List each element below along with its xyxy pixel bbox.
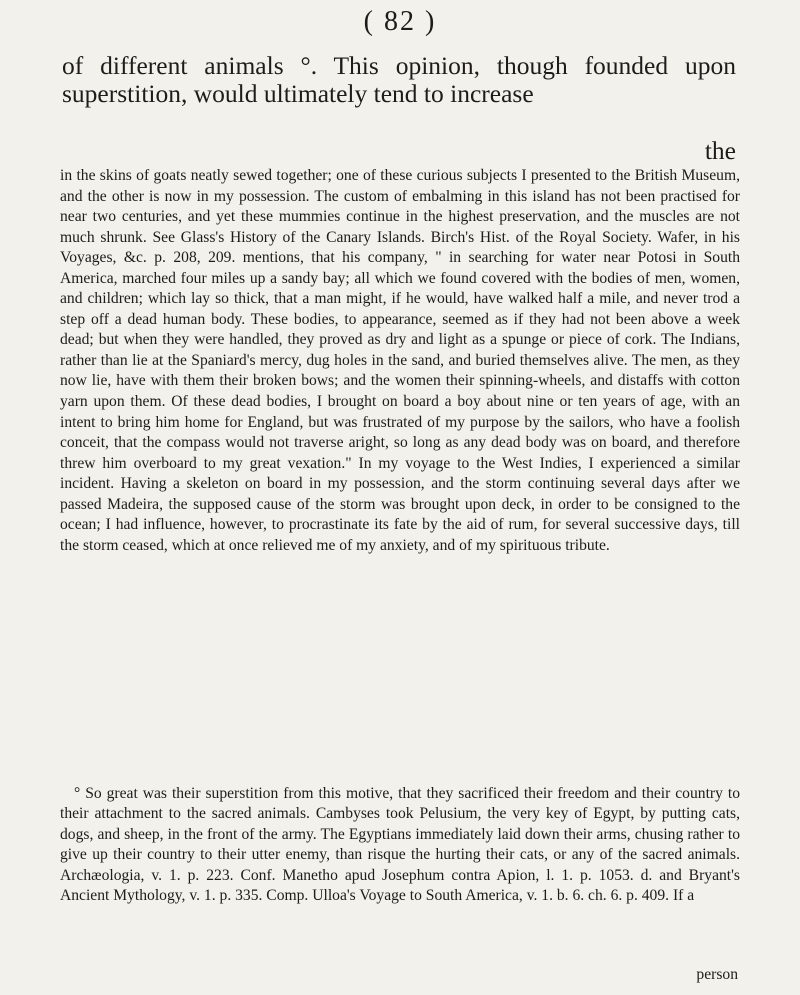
footnote-text: in the skins of goats neatly sewed together; one of these curious subjects I presented to the British Museum, and the other is now in my possession. The custom of embalming in this island has not been practised for near two centuries, and yet these mummies continue in the highest preservation, and the muscles are not much shrunk. See Glass's History of the Canary Islands. Birch's Hist. of the Royal Society. Wafer, in his Voyages, &c. p. 208, 209. mentions, that his company, " in searching for water near Potosi in South America, marched four miles up a sandy bay; all which we found covered with the bodies of men, women, and children; which lay so thick, that a man might, if he would, have walked half a mile, and never trod a step off a dead human body. These bodies, to appearance, seemed as if they had not been above a week dead; but when they were handled, they proved as dry and light as a spunge or piece of cork. The Indians, rather than lie at the Spaniard's mercy, dug holes in the sand, and buried themselves alive. The men, as they now lie, have with them their broken bows; and the women their spinning-wheels, and distaffs with cotton yarn upon them. Of these dead bodies, I brought on board a boy about nine or ten years of age, with an intent to bring him home for England, but was frustrated of my purpose by the sailors, who have a foolish conceit, that the compass would not traverse aright, so long as any dead body was on board, and therefore threw him overboard to my great vexation." In my voyage to the West Indies, I experienced a similar incident. Having a skeleton on board in my possession, and the storm continuing several days after we passed Madeira, the supposed cause of the storm was brought upon deck, in order to be consigned to the ocean; I had influence, however, to procrastinate its fate by the aid of rum, for several successive days, till the storm ceased, which at once relieved me of my anxiety, and of my spirituous tribute. bbox=[60, 167, 740, 554]
body-text bbox=[62, 52, 736, 108]
body-paragraph: of different animals °. This opinion, though founded upon superstition, would ultimately tend to increase bbox=[62, 51, 736, 108]
footnote-superstition bbox=[60, 784, 740, 906]
footnote-text-2: ° So great was their superstition from this motive, that they sacrificed their freedom and their country to their attachment to the sacred animals. Cambyses took Pelusium, the very key of Egypt, by putting cats, dogs, and sheep, in the front of the army. The Egyptians immediately laid down their arms, chusing rather to give up their country to their utter enemy, than risque the hurting their cats, or any of the sacred animals. Archæologia, v. 1. p. 223. Conf. Manetho apud Josephum contra Apion, l. 1. p. 1053. d. and Bryant's Ancient Mythology, v. 1. p. 335. Comp. Ulloa's Voyage to South America, v. 1. b. 6. ch. 6. p. 409. If a bbox=[60, 785, 740, 905]
catchword-bottom: person bbox=[696, 966, 738, 983]
footnote-continuation bbox=[60, 166, 740, 556]
catchword-top: the bbox=[704, 136, 736, 165]
page-number: ( 82 ) bbox=[363, 6, 437, 37]
